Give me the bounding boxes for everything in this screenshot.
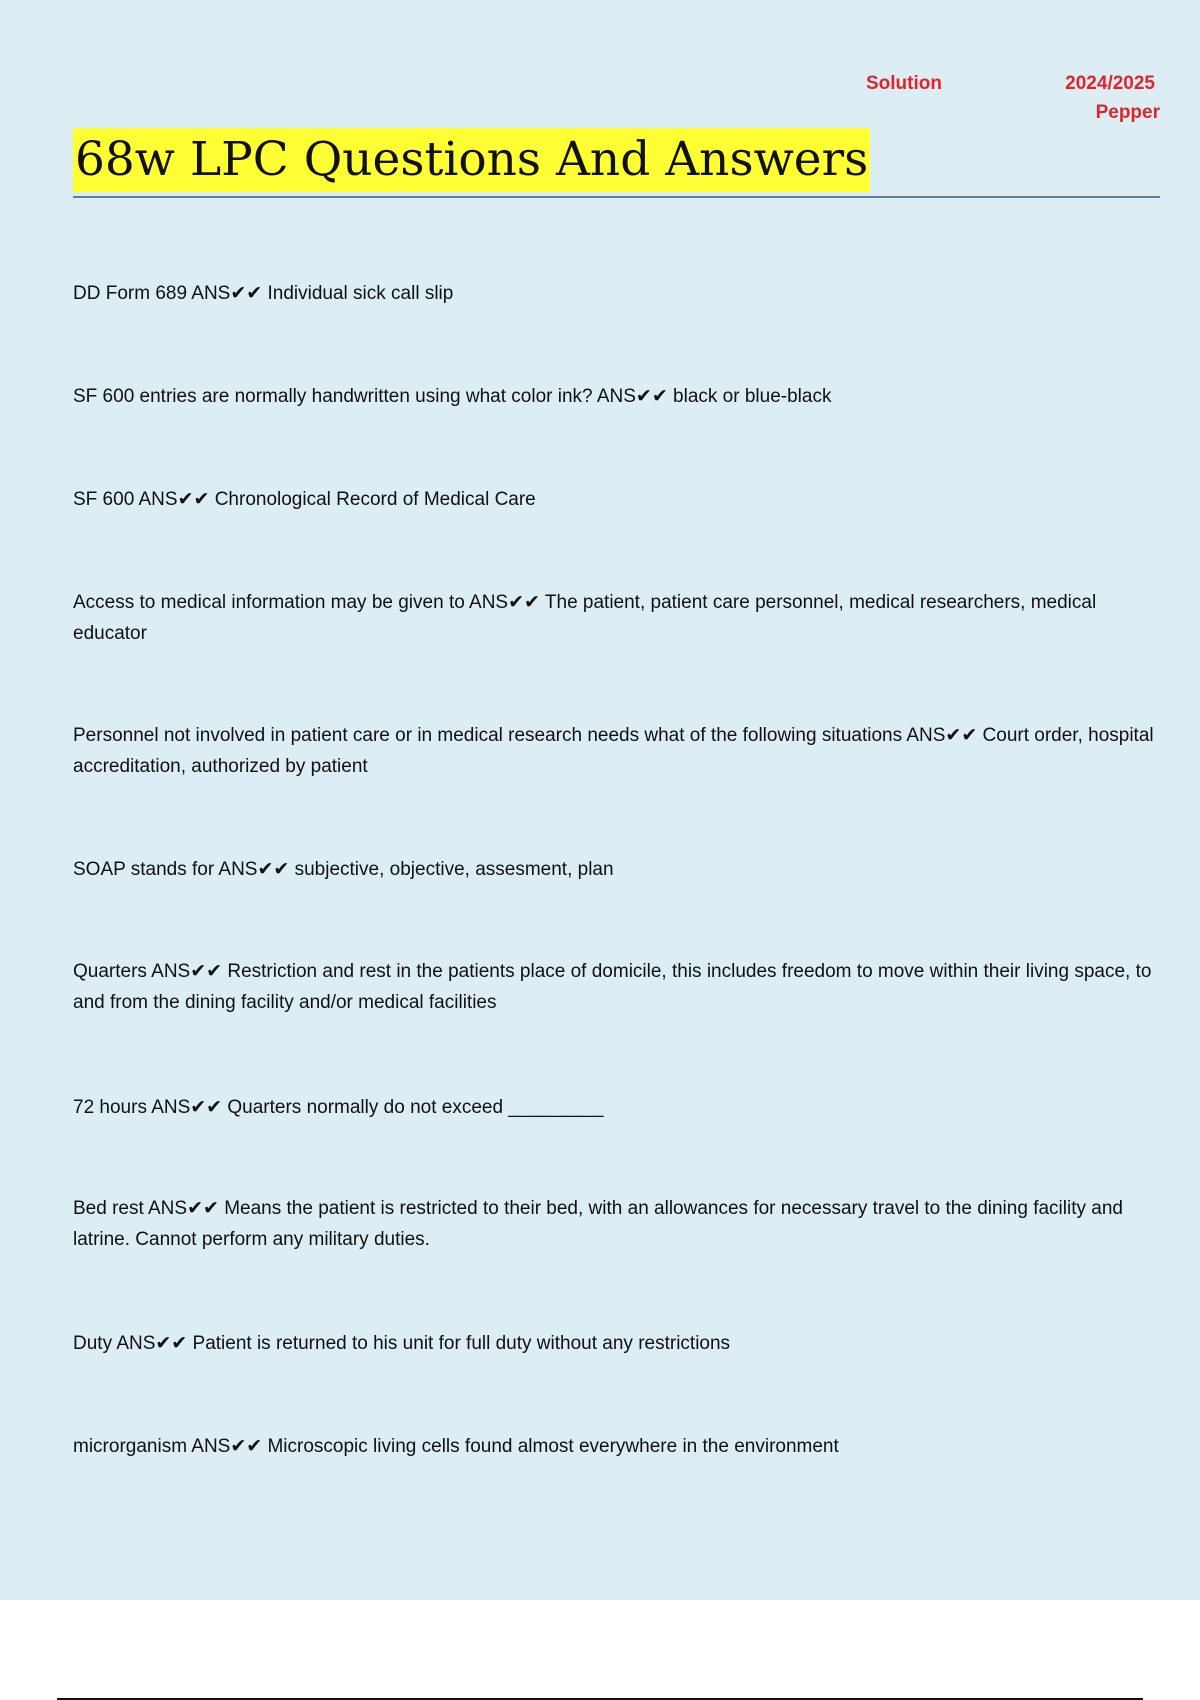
qa-question: Access to medical information may be given to bbox=[73, 592, 465, 613]
qa-answer: black or blue-black bbox=[673, 386, 832, 407]
qa-question: Duty bbox=[73, 1333, 113, 1354]
qa-item bbox=[73, 484, 1163, 515]
answer-marker: ANS✔✔ bbox=[191, 283, 263, 304]
answer-marker: ANS✔✔ bbox=[596, 386, 668, 407]
qa-question: microrganism bbox=[73, 1436, 188, 1457]
answer-marker: ANS✔✔ bbox=[138, 489, 210, 510]
qa-answer: Chronological Record of Medical Care bbox=[214, 489, 536, 510]
header-meta bbox=[860, 73, 1160, 133]
qa-answer: Restriction and rest in the patients place of domicile, this includes freedom to move within their living space, to and from the dining facility and/or medical facilities bbox=[73, 961, 1152, 1013]
qa-answer: The patient, patient care personnel, medical researchers, medical educator bbox=[73, 592, 1097, 644]
answer-marker: ANS✔✔ bbox=[116, 1333, 188, 1354]
qa-answer: Patient is returned to his unit for full duty without any restrictions bbox=[192, 1333, 731, 1354]
qa-answer: Court order, hospital accreditation, authorized by patient bbox=[73, 725, 1154, 777]
solution-label: Solution bbox=[866, 73, 942, 94]
answer-marker: ANS✔✔ bbox=[218, 859, 290, 880]
qa-item bbox=[73, 381, 1163, 412]
qa-item bbox=[73, 1431, 1163, 1462]
qa-answer: Individual sick call slip bbox=[267, 283, 454, 304]
qa-question: SOAP stands for bbox=[73, 859, 215, 880]
answer-marker: ANS✔✔ bbox=[906, 725, 978, 746]
qa-answer: subjective, objective, assesment, plan bbox=[294, 859, 614, 880]
answer-marker: ANS✔✔ bbox=[148, 1198, 219, 1219]
qa-answer: Microscopic living cells found almost everywhere in the environment bbox=[267, 1436, 839, 1457]
author-label: Pepper bbox=[1095, 102, 1160, 123]
qa-item bbox=[73, 854, 1163, 885]
qa-item bbox=[73, 720, 1163, 782]
qa-question: Personnel not involved in patient care or in medical research needs what of the following situations bbox=[73, 725, 903, 746]
answer-marker: ANS✔✔ bbox=[191, 1436, 263, 1457]
qa-item bbox=[73, 587, 1163, 649]
qa-question: DD Form 689 bbox=[73, 283, 188, 304]
qa-item bbox=[73, 1092, 1163, 1123]
qa-question: 72 hours bbox=[73, 1097, 147, 1118]
qa-question: Bed rest bbox=[73, 1198, 144, 1219]
answer-marker: ANS✔✔ bbox=[469, 592, 540, 613]
answer-marker: ANS✔✔ bbox=[151, 961, 223, 982]
document-title: 68w LPC Questions And Answers bbox=[73, 128, 870, 192]
qa-item bbox=[73, 956, 1163, 1018]
qa-item bbox=[73, 1193, 1163, 1255]
qa-answer: Means the patient is restricted to their bed, with an allowances for necessary travel to the dining facility and latrine. Cannot perform any military duties. bbox=[73, 1198, 1123, 1250]
qa-item bbox=[73, 278, 1163, 309]
qa-answer: Quarters normally do not exceed _________ bbox=[227, 1097, 604, 1118]
qa-question: SF 600 bbox=[73, 489, 135, 510]
year-label: 2024/2025 bbox=[1065, 73, 1155, 94]
qa-question: Quarters bbox=[73, 961, 147, 982]
qa-item bbox=[73, 1328, 1163, 1359]
title-divider bbox=[73, 196, 1160, 198]
qa-question: SF 600 entries are normally handwritten using what color ink? bbox=[73, 386, 593, 407]
answer-marker: ANS✔✔ bbox=[151, 1097, 223, 1118]
